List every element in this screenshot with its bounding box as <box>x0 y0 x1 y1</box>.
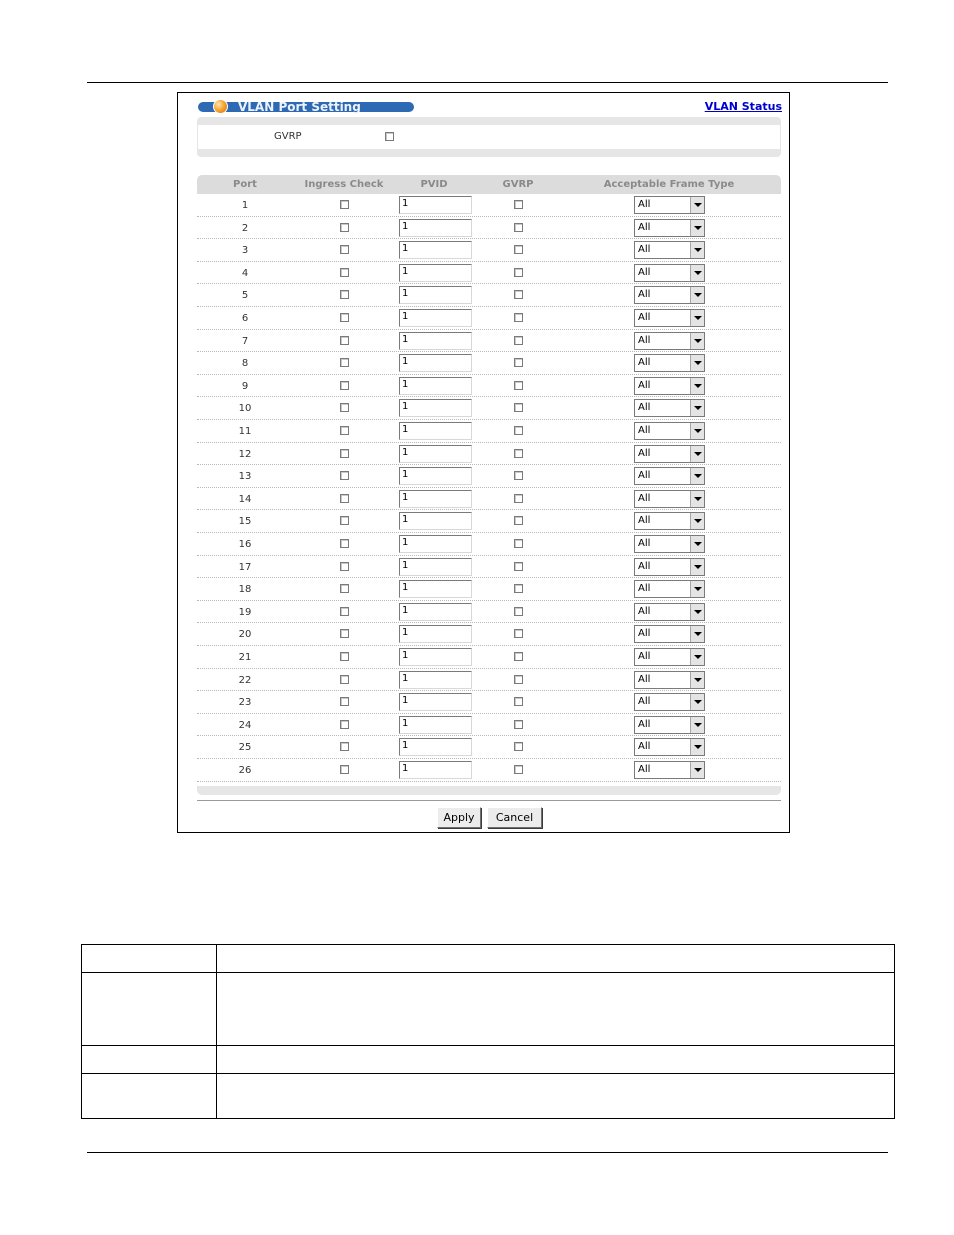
table-row <box>197 465 781 488</box>
chevron-down-icon[interactable] <box>690 626 704 642</box>
table-row <box>197 352 781 375</box>
pvid-input[interactable]: 1 <box>399 354 472 372</box>
gvrp-checkbox[interactable] <box>514 313 523 322</box>
frame-type-value: All <box>638 605 651 617</box>
gvrp-checkbox[interactable] <box>514 720 523 729</box>
ingress-check-checkbox[interactable] <box>340 539 349 548</box>
table-row <box>197 759 781 782</box>
gvrp-checkbox[interactable] <box>514 584 523 593</box>
gvrp-checkbox[interactable] <box>514 675 523 684</box>
gvrp-checkbox[interactable] <box>514 223 523 232</box>
gvrp-checkbox[interactable] <box>514 539 523 548</box>
ingress-check-checkbox[interactable] <box>340 268 349 277</box>
title-orb-icon <box>213 99 228 114</box>
chevron-down-icon[interactable] <box>690 242 704 258</box>
ingress-check-checkbox[interactable] <box>340 358 349 367</box>
gvrp-checkbox[interactable] <box>514 381 523 390</box>
pvid-input[interactable]: 1 <box>399 445 472 463</box>
chevron-down-icon[interactable] <box>690 513 704 529</box>
gvrp-checkbox[interactable] <box>514 629 523 638</box>
gvrp-checkbox[interactable] <box>514 742 523 751</box>
port-number: 15 <box>238 516 252 528</box>
frame-type-value: All <box>638 357 651 369</box>
page-title: VLAN Port Setting <box>238 100 361 114</box>
port-number: 16 <box>238 539 252 550</box>
ingress-check-checkbox[interactable] <box>340 652 349 661</box>
frame-type-value: All <box>638 673 651 685</box>
chevron-down-icon[interactable] <box>690 468 704 484</box>
table-row <box>197 330 781 353</box>
chevron-down-icon[interactable] <box>690 378 704 394</box>
pvid-input[interactable]: 1 <box>399 196 472 214</box>
chevron-down-icon[interactable] <box>690 333 704 349</box>
ingress-check-checkbox[interactable] <box>340 765 349 774</box>
table-row <box>197 714 781 737</box>
table-row <box>197 217 781 240</box>
frame-type-value: All <box>638 334 651 346</box>
pvid-input[interactable]: 1 <box>399 512 472 530</box>
gvrp-checkbox[interactable] <box>514 471 523 480</box>
ingress-check-checkbox[interactable] <box>340 313 349 322</box>
frame-type-value: All <box>638 379 651 391</box>
frame-type-select[interactable] <box>634 399 705 417</box>
table-row <box>197 736 781 759</box>
chevron-down-icon[interactable] <box>690 581 704 597</box>
chevron-down-icon[interactable] <box>690 400 704 416</box>
cancel-button[interactable]: Cancel <box>487 807 542 828</box>
table-row <box>197 307 781 330</box>
ingress-check-checkbox[interactable] <box>340 584 349 593</box>
pvid-input[interactable]: 1 <box>399 558 472 576</box>
gvrp-checkbox[interactable] <box>514 449 523 458</box>
table-row <box>197 397 781 420</box>
port-number: 13 <box>238 471 252 483</box>
pvid-input[interactable]: 1 <box>399 332 472 350</box>
gvrp-label: GVRP <box>274 131 302 142</box>
frame-type-select[interactable] <box>634 422 705 440</box>
page-bottom-rule <box>87 1152 888 1153</box>
port-number: 5 <box>241 290 249 302</box>
frame-type-select[interactable] <box>634 693 705 711</box>
frame-type-value: All <box>638 402 651 414</box>
table-row <box>197 646 781 669</box>
ingress-check-checkbox[interactable] <box>340 449 349 458</box>
table-row <box>197 669 781 692</box>
gvrp-checkbox[interactable] <box>514 516 523 525</box>
port-number: 4 <box>241 267 249 279</box>
port-number: 2 <box>241 222 249 234</box>
gvrp-checkbox[interactable] <box>514 765 523 774</box>
pvid-input[interactable]: 1 <box>399 671 472 689</box>
header-ingress-check: Ingress Check <box>304 179 384 190</box>
frame-type-select[interactable] <box>634 761 705 779</box>
pvid-input[interactable]: 1 <box>399 241 472 259</box>
pvid-input[interactable]: 1 <box>399 761 472 779</box>
header-gvrp: GVRP <box>502 179 534 190</box>
frame-type-value: All <box>638 470 651 482</box>
pvid-input[interactable]: 1 <box>399 264 472 282</box>
gvrp-checkbox[interactable] <box>514 336 523 345</box>
frame-type-select[interactable] <box>634 309 705 327</box>
frame-type-value: All <box>638 696 651 708</box>
frame-type-select[interactable] <box>634 377 705 395</box>
frame-type-select[interactable] <box>634 625 705 643</box>
pvid-input[interactable]: 1 <box>399 603 472 621</box>
chevron-down-icon[interactable] <box>690 672 704 688</box>
frame-type-select[interactable] <box>634 648 705 666</box>
chevron-down-icon[interactable] <box>690 694 704 710</box>
pvid-input[interactable]: 1 <box>399 286 472 304</box>
frame-type-value: All <box>638 221 651 233</box>
frame-type-select[interactable] <box>634 580 705 598</box>
ingress-check-checkbox[interactable] <box>340 336 349 345</box>
pvid-input[interactable]: 1 <box>399 490 472 508</box>
port-table <box>197 175 781 795</box>
ingress-check-checkbox[interactable] <box>340 629 349 638</box>
pvid-input[interactable]: 1 <box>399 648 472 666</box>
frame-type-select[interactable] <box>634 332 705 350</box>
table-row <box>197 194 781 217</box>
pvid-input[interactable]: 1 <box>399 219 472 237</box>
chevron-down-icon[interactable] <box>690 762 704 778</box>
gvrp-checkbox[interactable] <box>514 697 523 706</box>
frame-type-select[interactable] <box>634 490 705 508</box>
port-number: 24 <box>238 719 252 731</box>
table-row <box>197 420 781 443</box>
port-number: 26 <box>238 765 252 776</box>
port-number: 18 <box>238 584 252 596</box>
pvid-input[interactable]: 1 <box>399 309 472 327</box>
port-number: 14 <box>238 493 252 505</box>
vlan-status-link[interactable]: VLAN Status <box>704 100 782 113</box>
gvrp-checkbox[interactable] <box>514 268 523 277</box>
port-number: 25 <box>238 742 252 754</box>
gvrp-checkbox[interactable] <box>514 607 523 616</box>
ingress-check-checkbox[interactable] <box>340 494 349 503</box>
gvrp-section <box>197 117 781 157</box>
ingress-check-checkbox[interactable] <box>340 245 349 254</box>
header-port: Port <box>233 179 257 190</box>
port-number: 1 <box>241 200 249 211</box>
frame-type-select[interactable] <box>634 738 705 756</box>
frame-type-value: All <box>638 651 651 662</box>
chevron-down-icon[interactable] <box>690 220 704 236</box>
frame-type-select[interactable] <box>634 219 705 237</box>
chevron-down-icon[interactable] <box>690 423 704 439</box>
frame-type-select[interactable] <box>634 467 705 485</box>
port-number: 8 <box>241 358 249 370</box>
frame-type-select[interactable] <box>634 264 705 282</box>
vlan-port-setting-window <box>177 92 790 833</box>
port-number: 10 <box>238 403 252 415</box>
port-number: 21 <box>238 652 252 663</box>
gvrp-checkbox[interactable] <box>514 358 523 367</box>
ingress-check-checkbox[interactable] <box>340 403 349 412</box>
table-row <box>197 601 781 624</box>
gvrp-checkbox[interactable] <box>514 290 523 299</box>
frame-type-value: All <box>638 583 651 595</box>
port-number: 20 <box>238 629 252 641</box>
page-top-rule <box>87 82 888 83</box>
ingress-check-checkbox[interactable] <box>340 742 349 751</box>
table-row <box>197 533 781 556</box>
frame-type-value: All <box>638 289 651 301</box>
chevron-down-icon[interactable] <box>690 446 704 462</box>
apply-button[interactable]: Apply <box>437 807 481 828</box>
gvrp-checkbox[interactable] <box>514 562 523 571</box>
ingress-check-checkbox[interactable] <box>340 290 349 299</box>
pvid-input[interactable]: 1 <box>399 738 472 756</box>
ingress-check-checkbox[interactable] <box>340 675 349 684</box>
table-row <box>197 510 781 533</box>
frame-type-select[interactable] <box>634 196 705 214</box>
frame-type-value: All <box>638 764 651 775</box>
header-acceptable-frame-type: Acceptable Frame Type <box>603 179 735 190</box>
chevron-down-icon[interactable] <box>690 310 704 326</box>
port-number: 23 <box>238 697 252 709</box>
ingress-check-checkbox[interactable] <box>340 720 349 729</box>
frame-type-select[interactable] <box>634 716 705 734</box>
gvrp-checkbox[interactable] <box>514 403 523 412</box>
frame-type-value: All <box>638 312 651 323</box>
frame-type-select[interactable] <box>634 603 705 621</box>
frame-type-value: All <box>638 560 651 572</box>
gvrp-checkbox[interactable] <box>514 494 523 503</box>
table-footer <box>197 786 781 795</box>
frame-type-value: All <box>638 425 651 436</box>
pvid-input[interactable]: 1 <box>399 467 472 485</box>
pvid-input[interactable]: 1 <box>399 580 472 598</box>
ingress-check-checkbox[interactable] <box>340 516 349 525</box>
table-row <box>197 375 781 398</box>
port-number: 6 <box>241 313 249 324</box>
table-row <box>197 691 781 714</box>
frame-type-select[interactable] <box>634 445 705 463</box>
port-number: 12 <box>238 448 252 460</box>
pvid-input[interactable]: 1 <box>399 625 472 643</box>
frame-type-value: All <box>638 515 651 527</box>
table-row <box>197 284 781 307</box>
chevron-down-icon[interactable] <box>690 739 704 755</box>
port-number: 3 <box>241 245 249 257</box>
ingress-check-checkbox[interactable] <box>340 562 349 571</box>
port-number: 9 <box>241 380 249 392</box>
table-row <box>197 488 781 511</box>
pvid-input[interactable]: 1 <box>399 716 472 734</box>
frame-type-value: All <box>638 718 651 730</box>
chevron-down-icon[interactable] <box>690 197 704 213</box>
table-row <box>197 556 781 579</box>
frame-type-value: All <box>638 447 651 459</box>
pvid-input[interactable]: 1 <box>399 422 472 440</box>
pvid-input[interactable]: 1 <box>399 377 472 395</box>
pvid-input[interactable]: 1 <box>399 693 472 711</box>
table-row <box>197 262 781 285</box>
pvid-input[interactable]: 1 <box>399 535 472 553</box>
table-row <box>197 578 781 601</box>
port-number: 17 <box>238 561 252 573</box>
table-row <box>197 443 781 466</box>
chevron-down-icon[interactable] <box>690 649 704 665</box>
ingress-check-checkbox[interactable] <box>340 697 349 706</box>
gvrp-global-checkbox[interactable] <box>385 132 394 141</box>
frame-type-value: All <box>638 244 651 256</box>
port-number: 22 <box>238 674 252 686</box>
frame-type-value: All <box>638 199 651 210</box>
chevron-down-icon[interactable] <box>690 604 704 620</box>
chevron-down-icon[interactable] <box>690 355 704 371</box>
frame-type-value: All <box>638 741 651 753</box>
frame-type-value: All <box>638 266 651 278</box>
frame-type-select[interactable] <box>634 354 705 372</box>
header-pvid: PVID <box>420 179 448 190</box>
chevron-down-icon[interactable] <box>690 287 704 303</box>
button-separator <box>197 800 781 801</box>
pvid-input[interactable]: 1 <box>399 399 472 417</box>
gvrp-checkbox[interactable] <box>514 245 523 254</box>
gvrp-checkbox[interactable] <box>514 200 523 209</box>
frame-type-value: All <box>638 492 651 504</box>
frame-type-select[interactable] <box>634 671 705 689</box>
port-number: 11 <box>238 426 252 437</box>
chevron-down-icon[interactable] <box>690 265 704 281</box>
table-row <box>197 239 781 262</box>
gvrp-checkbox[interactable] <box>514 426 523 435</box>
frame-type-select[interactable] <box>634 286 705 304</box>
chevron-down-icon[interactable] <box>690 717 704 733</box>
ingress-check-checkbox[interactable] <box>340 607 349 616</box>
gvrp-checkbox[interactable] <box>514 652 523 661</box>
table-header <box>197 175 781 194</box>
ingress-check-checkbox[interactable] <box>340 381 349 390</box>
table-row <box>197 623 781 646</box>
chevron-down-icon[interactable] <box>690 491 704 507</box>
frame-type-value: All <box>638 628 651 640</box>
port-number: 19 <box>238 606 252 618</box>
frame-type-value: All <box>638 538 651 549</box>
chevron-down-icon[interactable] <box>690 559 704 575</box>
port-number: 7 <box>241 335 249 347</box>
frame-type-select[interactable] <box>634 241 705 259</box>
chevron-down-icon[interactable] <box>690 536 704 552</box>
ingress-check-checkbox[interactable] <box>340 471 349 480</box>
frame-type-select[interactable] <box>634 512 705 530</box>
frame-type-select[interactable] <box>634 535 705 553</box>
ingress-check-checkbox[interactable] <box>340 426 349 435</box>
frame-type-select[interactable] <box>634 558 705 576</box>
description-table <box>81 944 895 1119</box>
ingress-check-checkbox[interactable] <box>340 200 349 209</box>
ingress-check-checkbox[interactable] <box>340 223 349 232</box>
